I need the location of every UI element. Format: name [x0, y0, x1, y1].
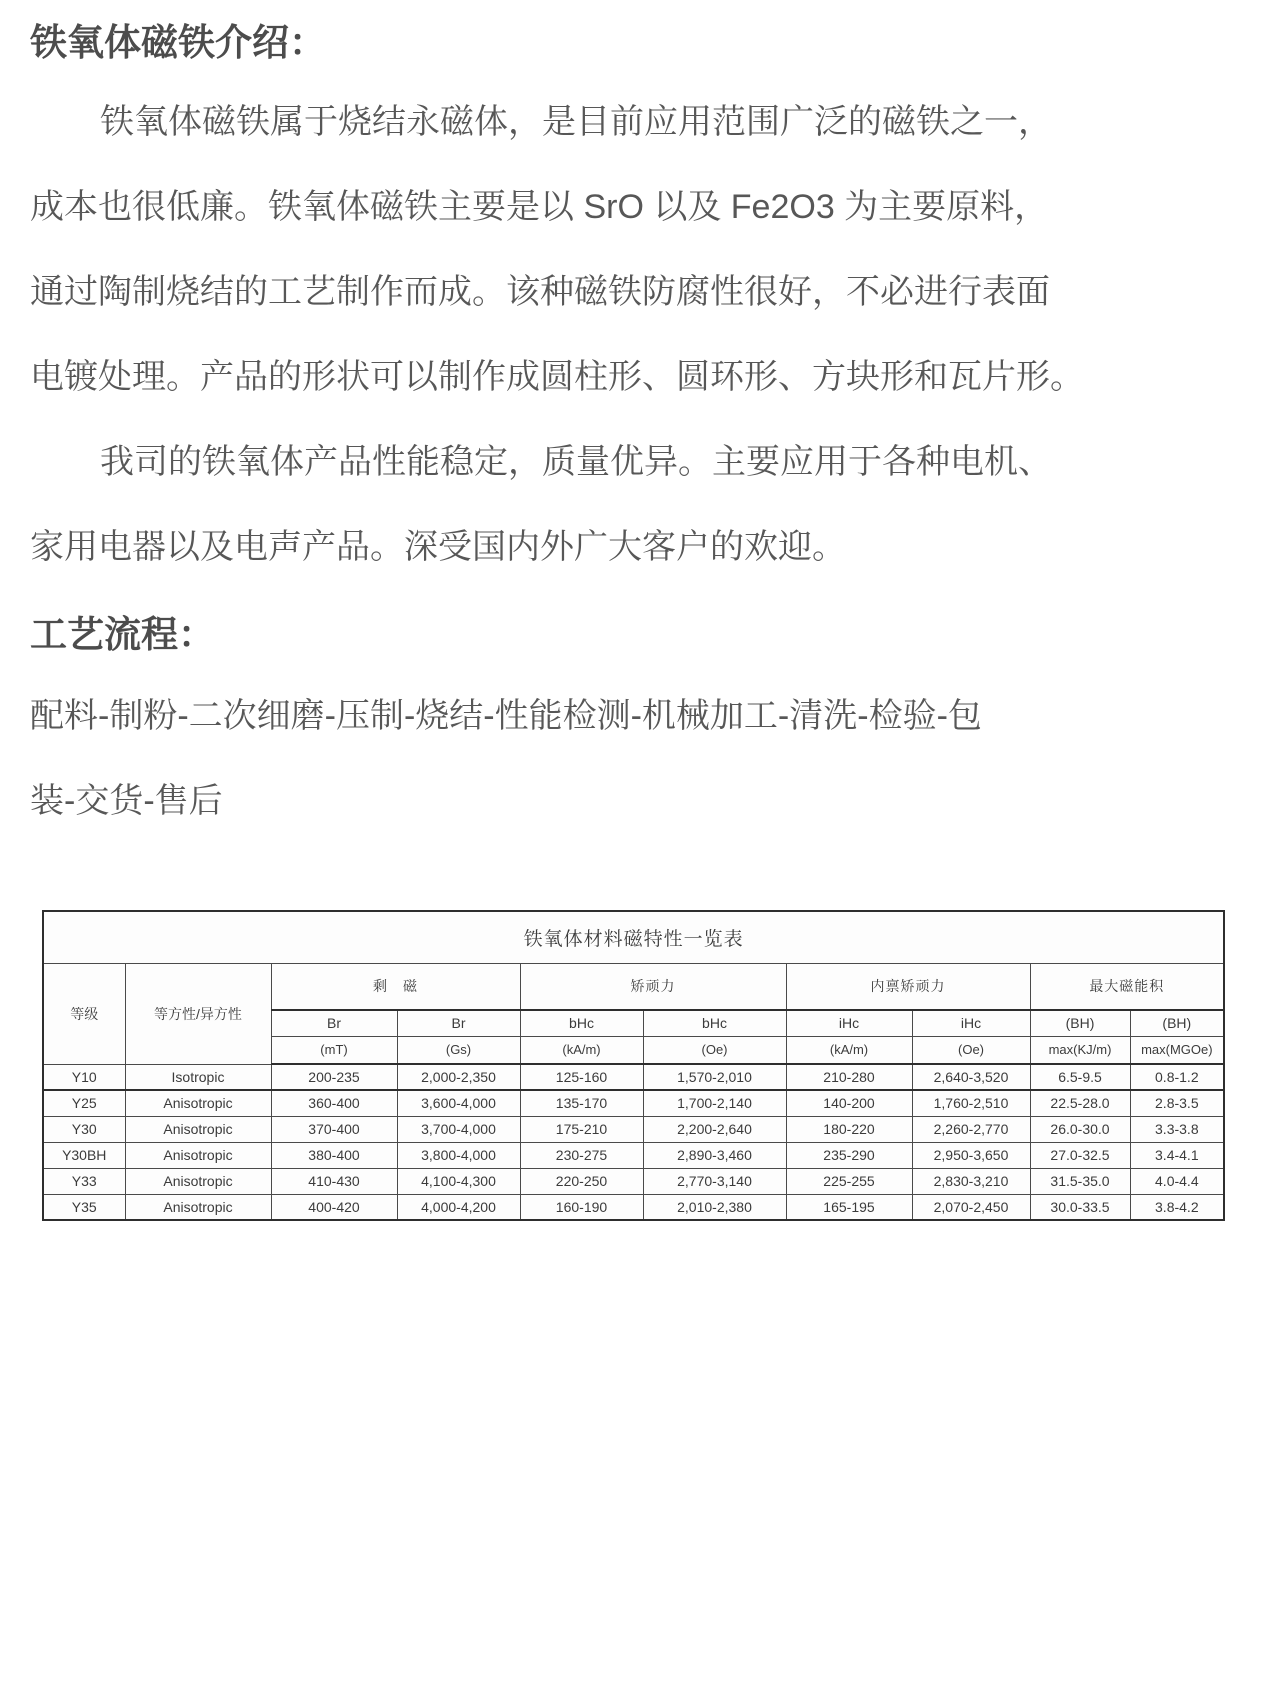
- group-header-intrinsic-coercivity: 内禀矫顽力: [786, 963, 1030, 1010]
- unit-max-mgoe: max(MGOe): [1130, 1036, 1224, 1064]
- cell-value: 140-200: [786, 1090, 912, 1116]
- cell-value: 4.0-4.4: [1130, 1168, 1224, 1194]
- cell-value: 400-420: [271, 1194, 397, 1220]
- unit-max-kjm: max(KJ/m): [1030, 1036, 1130, 1064]
- cell-value: 4,100-4,300: [397, 1168, 520, 1194]
- paragraph-line: 装-交货-售后: [30, 782, 223, 820]
- cell-isotropy: Anisotropic: [125, 1142, 271, 1168]
- intro-paragraph-2: [30, 420, 1247, 590]
- col-header-br-gs: Br: [397, 1010, 520, 1036]
- group-header-remanence: 剩 磁: [271, 963, 520, 1010]
- cell-value: 3,800-4,000: [397, 1142, 520, 1168]
- cell-value: 2,830-3,210: [912, 1168, 1030, 1194]
- col-header-bh-kjm: (BH): [1030, 1010, 1130, 1036]
- cell-value: 3,600-4,000: [397, 1090, 520, 1116]
- cell-value: 2,260-2,770: [912, 1116, 1030, 1142]
- cell-value: 2,640-3,520: [912, 1064, 1030, 1090]
- unit-kam-2: (kA/m): [786, 1036, 912, 1064]
- cell-value: 30.0-33.5: [1030, 1194, 1130, 1220]
- cell-isotropy: Anisotropic: [125, 1116, 271, 1142]
- cell-value: 210-280: [786, 1064, 912, 1090]
- table-title-row: [43, 911, 1224, 963]
- table-title: 铁氧体材料磁特性一览表: [43, 911, 1224, 963]
- cell-grade: Y30BH: [43, 1142, 125, 1168]
- cell-grade: Y33: [43, 1168, 125, 1194]
- table-row-y25: [43, 1090, 1224, 1116]
- col-header-isotropy: 等方性/异方性: [125, 963, 271, 1064]
- cell-value: 3,700-4,000: [397, 1116, 520, 1142]
- process-flow-paragraph: [30, 674, 1247, 844]
- cell-value: 27.0-32.5: [1030, 1142, 1130, 1168]
- cell-value: 26.0-30.0: [1030, 1116, 1130, 1142]
- section-heading-process: 工艺流程：: [30, 614, 215, 655]
- cell-isotropy: Anisotropic: [125, 1168, 271, 1194]
- paragraph-line: 通过陶制烧结的工艺制作而成。该种磁铁防腐性很好，不必进行表面: [30, 273, 1050, 311]
- paragraph-line: 配料-制粉-二次细磨-压制-烧结-性能检测-机械加工-清洗-检验-包: [30, 697, 982, 735]
- cell-grade: Y30: [43, 1116, 125, 1142]
- ferrite-properties-table: [42, 910, 1225, 1221]
- cell-value: 2.8-3.5: [1130, 1090, 1224, 1116]
- table-group-header-row: [43, 963, 1224, 1010]
- col-header-ihc-kam: iHc: [786, 1010, 912, 1036]
- unit-mt: (mT): [271, 1036, 397, 1064]
- cell-value: 175-210: [520, 1116, 643, 1142]
- cell-value: 3.4-4.1: [1130, 1142, 1224, 1168]
- cell-value: 370-400: [271, 1116, 397, 1142]
- cell-value: 0.8-1.2: [1130, 1064, 1224, 1090]
- cell-value: 180-220: [786, 1116, 912, 1142]
- cell-value: 360-400: [271, 1090, 397, 1116]
- paragraph-line: 铁氧体磁铁属于烧结永磁体，是目前应用范围广泛的磁铁之一，: [100, 103, 1052, 141]
- cell-value: 2,950-3,650: [912, 1142, 1030, 1168]
- paragraph-line: 成本也很低廉。铁氧体磁铁主要是以 SrO 以及 Fe2O3 为主要原料，: [30, 188, 1049, 226]
- section-heading-intro: 铁氧体磁铁介绍：: [30, 22, 326, 63]
- cell-value: 31.5-35.0: [1030, 1168, 1130, 1194]
- cell-value: 2,200-2,640: [643, 1116, 786, 1142]
- cell-grade: Y10: [43, 1064, 125, 1090]
- col-header-bh-mgoe: (BH): [1130, 1010, 1224, 1036]
- cell-value: 165-195: [786, 1194, 912, 1220]
- cell-value: 220-250: [520, 1168, 643, 1194]
- unit-oe-2: (Oe): [912, 1036, 1030, 1064]
- cell-isotropy: Anisotropic: [125, 1194, 271, 1220]
- table-row-y30bh: [43, 1142, 1224, 1168]
- document-page: [0, 20, 1287, 1221]
- table-row-y30: [43, 1116, 1224, 1142]
- table-row-y33: [43, 1168, 1224, 1194]
- paragraph-line: 电镀处理。产品的形状可以制作成圆柱形、圆环形、方块形和瓦片形。: [30, 358, 1084, 396]
- cell-value: 6.5-9.5: [1030, 1064, 1130, 1090]
- cell-value: 230-275: [520, 1142, 643, 1168]
- col-header-bhc-oe: bHc: [643, 1010, 786, 1036]
- unit-oe-1: (Oe): [643, 1036, 786, 1064]
- table-row-y10: [43, 1064, 1224, 1090]
- cell-value: 2,070-2,450: [912, 1194, 1030, 1220]
- col-header-grade: 等级: [43, 963, 125, 1064]
- cell-grade: Y25: [43, 1090, 125, 1116]
- cell-value: 2,890-3,460: [643, 1142, 786, 1168]
- col-header-bhc-kam: bHc: [520, 1010, 643, 1036]
- unit-gs: (Gs): [397, 1036, 520, 1064]
- cell-value: 410-430: [271, 1168, 397, 1194]
- paragraph-line: 家用电器以及电声产品。深受国内外广大客户的欢迎。: [30, 528, 846, 566]
- cell-grade: Y35: [43, 1194, 125, 1220]
- cell-value: 160-190: [520, 1194, 643, 1220]
- col-header-br-mt: Br: [271, 1010, 397, 1036]
- cell-value: 4,000-4,200: [397, 1194, 520, 1220]
- cell-isotropy: Anisotropic: [125, 1090, 271, 1116]
- col-header-ihc-oe: iHc: [912, 1010, 1030, 1036]
- unit-kam-1: (kA/m): [520, 1036, 643, 1064]
- cell-value: 2,770-3,140: [643, 1168, 786, 1194]
- table-row-y35: [43, 1194, 1224, 1220]
- group-header-coercivity: 矫顽力: [520, 963, 786, 1010]
- intro-paragraph-1: [30, 80, 1247, 420]
- group-header-max-energy-product: 最大磁能积: [1030, 963, 1224, 1010]
- cell-value: 235-290: [786, 1142, 912, 1168]
- cell-value: 1,700-2,140: [643, 1090, 786, 1116]
- cell-isotropy: Isotropic: [125, 1064, 271, 1090]
- paragraph-line: 我司的铁氧体产品性能稳定，质量优异。主要应用于各种电机、: [100, 443, 1052, 481]
- cell-value: 22.5-28.0: [1030, 1090, 1130, 1116]
- cell-value: 200-235: [271, 1064, 397, 1090]
- cell-value: 1,570-2,010: [643, 1064, 786, 1090]
- cell-value: 135-170: [520, 1090, 643, 1116]
- cell-value: 225-255: [786, 1168, 912, 1194]
- cell-value: 1,760-2,510: [912, 1090, 1030, 1116]
- cell-value: 2,000-2,350: [397, 1064, 520, 1090]
- cell-value: 125-160: [520, 1064, 643, 1090]
- cell-value: 3.3-3.8: [1130, 1116, 1224, 1142]
- cell-value: 3.8-4.2: [1130, 1194, 1224, 1220]
- cell-value: 380-400: [271, 1142, 397, 1168]
- cell-value: 2,010-2,380: [643, 1194, 786, 1220]
